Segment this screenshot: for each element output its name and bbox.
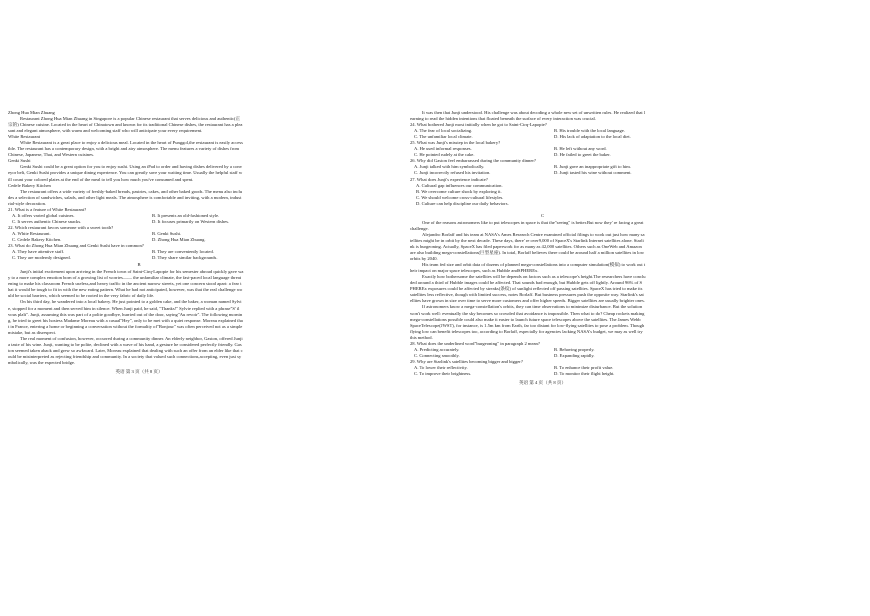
- text-line: Genki Sushi could be a great option for you to enjoy sushi. Using an iPad to order and having dishes delivered by a conv: [20, 164, 242, 170]
- text-line: Zhong Hua Mian Zhuang: [8, 110, 55, 115]
- answer-option[interactable]: A. Cultural gap influences our communication.: [416, 182, 503, 188]
- answer-option[interactable]: B. They are conveniently located.: [152, 249, 214, 255]
- answer-option[interactable]: C. We should welcome cross-cultural lifestyles.: [416, 194, 504, 200]
- option-row: [410, 371, 675, 377]
- text-line: heir impact on major space telescopes, such as Hubble andSPHEREx.: [410, 268, 539, 274]
- answer-option[interactable]: D. To monitor their flight height.: [554, 370, 615, 376]
- questions-24-26: [410, 122, 675, 176]
- text-line: won't work well: eventually the sky becomes so crowded that avoidance is impossible. Then what to do? Cheap rockets making: [410, 310, 645, 316]
- answer-option[interactable]: A. They have attentive staff.: [12, 249, 65, 255]
- text-line: e, stopped for a moment and then served him in silence. When Junji paid, he said, "Thanks!" Sylvie replied with a phrase"S' il: [8, 305, 240, 311]
- text-line: SpaceTelescope(JWST), for instance, is 1.5m km from Earth, far too distant for low-flying satellites to pose a problem. Though: [410, 322, 645, 328]
- answer-option[interactable]: B. It presents an old-fashioned style.: [152, 212, 220, 218]
- text-line: flying low can benefit telescopes too, according to Borlaff, especially for agencies lacking NASA's budget, we may as well try: [410, 328, 643, 334]
- question-stem: 28. What does the underlined word"burgeoning" in paragraph 2 mean?: [410, 340, 540, 346]
- text-line: challenge.: [410, 225, 429, 231]
- question-stem: 21. What is a feature of White Restaurant?: [8, 206, 87, 212]
- text-line: It was then that Junji understood. His challenge was about decoding a whole new set of unwritten rules. He realized that l: [422, 110, 646, 115]
- text-line: Junji's initial excitement upon arriving in the French town of Saint-Cirq-Lapopie for his semester abroad quickly gave wa: [20, 269, 244, 275]
- text-line: a taste of his wine. Junji, wanting to be polite, declined with a wave of his hand, a gesture he considered perfectly friendly. Gas: [8, 341, 242, 347]
- section-c-heading: C: [540, 212, 545, 218]
- answer-option[interactable]: B. Junji gave an inappropriate gift to him.: [554, 164, 631, 170]
- passage-b: [8, 269, 270, 366]
- passage-c: [410, 220, 675, 341]
- section-b-heading: B: [137, 262, 141, 268]
- answer-option[interactable]: D. Culture can help discipline our daily behaviors.: [416, 200, 509, 206]
- text-line: ible. The restaurant has a contemporary design, with a bright and airy atmosphere. The menu features a variety of dishes from: [8, 146, 240, 152]
- text-line: ellites have grown in size over time to serve more customers and offer higher speeds. Bigger satellites are usually brighter ones.: [410, 298, 645, 304]
- answer-option[interactable]: C. The unfamiliar local climate.: [414, 134, 473, 140]
- answer-option[interactable]: A. The fear of local socializing.: [414, 128, 473, 134]
- text-line: PHEREx exposures could be affected by streaks(条纹) of sunlight reflected off passing satellites. SpaceX has tried to make its: [410, 286, 643, 292]
- text-line: Cedele Bakery Kitchen: [8, 182, 51, 188]
- text-line: rial-style decoration.: [8, 200, 47, 206]
- answer-option[interactable]: A. He used informal responses.: [414, 146, 472, 152]
- text-line: this method.: [410, 334, 433, 340]
- answer-option[interactable]: D. His lack of adaptation to the local diet.: [554, 134, 631, 140]
- questions-28-29: [410, 341, 675, 377]
- text-line: ded around a third of Hubble images could be affected. That sounds bad enough, but Hubble gets off lightly. Around 96% of S: [410, 280, 643, 286]
- text-line: 宗的) Chinese cuisine. Located in the heart of Chinatown and known for its traditional Chinese dishes, the restaurant has a plea: [8, 122, 243, 128]
- text-line: Chinese, Japanese, Thai, and Western cuisines.: [8, 152, 95, 158]
- answer-option[interactable]: C. To improve their brightness.: [414, 370, 472, 376]
- text-line: ening to make his classroom French useless,and heavy traffic in the ancient narrow streets, yet one concern stood apart: a fear t: [8, 281, 242, 287]
- text-line: Genki Sushi: [8, 158, 31, 164]
- answer-option[interactable]: C. Cedele Bakery Kitchen.: [12, 236, 62, 242]
- answer-option[interactable]: C. He pointed rudely at the cake.: [414, 152, 475, 158]
- text-line: White Restaurant is a great place to enjoy a delicious meal. Located in the heart of Punggol,the restaurant is easily access: [20, 140, 243, 146]
- answer-option[interactable]: A. Junji talked with him symbolically.: [414, 164, 485, 170]
- text-line: y to a more complex emotion born of a growing list of worries—— the unfamiliar climate, the fast-paced local language threat: [8, 275, 242, 281]
- question-stem: 25. What was Junji's misstep in the local bakery?: [410, 140, 501, 146]
- answer-option[interactable]: B. We overcome culture shock by exploring it.: [416, 188, 502, 194]
- text-line: eyor belt, Genki Sushi provides a unique dining experience. You can greatly save your waiting time. Usually the helpful staff w: [8, 170, 243, 176]
- text-line: On his third day, he wandered into a local bakery. He just pointed to a golden cake, and the baker, a woman named Sylvi: [20, 299, 242, 305]
- text-line: hat it would be tough to fit in with the new eating pattern. What he had not anticipated, however, was that the real challenge wo: [8, 287, 243, 293]
- page-footer-3: 英语 第 3 页（共 8 页）: [115, 368, 163, 374]
- text-line: ill count your colored plates at the end of the meal to tell you how much you've consumed and spent.: [8, 176, 194, 182]
- left-page: [8, 110, 270, 375]
- text-line: sant and elegant atmosphere, with warm and welcoming staff who will anticipate your every requirement.: [8, 128, 203, 134]
- text-line: earning to read the hidden intentions that floated beneath the surface of every interaction was crucial.: [410, 116, 596, 122]
- answer-option[interactable]: B. His trouble with the local language.: [554, 128, 625, 134]
- page-footer-4: 英语 第 4 页（共 8 页）: [518, 380, 567, 386]
- answer-option[interactable]: C. It serves authentic Chinese snacks.: [12, 218, 82, 224]
- text-line: If astronomers know a mega-constellation's orbits, they can time observations to minimize disturbance. But the solution: [422, 304, 643, 310]
- passage-b-continued: [410, 110, 675, 122]
- answer-option[interactable]: C. Connecting smoothly.: [414, 352, 460, 358]
- answer-option[interactable]: A. Predicting accurately.: [414, 346, 460, 352]
- text-line: satellites less reflective, though with limited success, notes Borlaff. But business pressures push the opposite way. Starlink's sat: [410, 292, 644, 298]
- text-line: vous plaît". Junji, assuming this was part of a polite goodbye, hurried out of the door, saying"Au revoir". The following mornin: [8, 311, 243, 317]
- answer-option[interactable]: C. They are modernly designed.: [12, 255, 71, 261]
- answer-option[interactable]: B. Genki Sushi.: [152, 230, 182, 236]
- text-line: nk is burgeoning. Actually, SpaceX has filed paperwork for as many as 42,000 satellites. Others such as OneWeb and Amazon: [410, 243, 642, 249]
- text-line: mistake, but as disrespect.: [8, 329, 57, 335]
- question-stem: 23. What do Zhong Hua Mian Zhuang and Genki Sushi have in common?: [8, 243, 144, 249]
- text-line: One of the reasons astronomers like to put telescopes in space is that the"seeing" is better.But now they' re facing a great: [422, 219, 644, 225]
- text-line: des a selection of sandwiches, salads, and other light meals. The atmosphere is comfortable and inviting, with a modern, indust: [8, 194, 242, 200]
- text-line: are also building mega-constellations(巨型星座). In total, Borlaff believes there could be around half a million satellites in low: [410, 250, 645, 256]
- text-line: White Restaurant: [8, 134, 41, 140]
- answer-option[interactable]: D. Expanding rapidly.: [554, 352, 595, 358]
- text-line: ton seemed taken aback and grew so awkward. Later, Moreau explained that dealing with such an offer from an elder like that c: [8, 347, 243, 353]
- text-line: mbolically, was the expected bridge.: [8, 359, 76, 365]
- right-page: [410, 110, 675, 386]
- passage-a: [8, 110, 270, 207]
- question-stem: 24. What bothered Junji most initially when he got to Saint-Cirq-Lapopie?: [410, 122, 547, 128]
- text-line: g, he tried to greet his hostess Madame Moreau with a casual"Hey", only to be met with a quiet response. Moreau explained tha: [8, 317, 243, 323]
- text-line: uld be social barriers, which seemed to be rooted in the very fabric of daily life.: [8, 293, 155, 299]
- question-stem: 29. Why are Starlink's satellites becoming bigger and bigger?: [410, 358, 523, 364]
- text-line: His team fed size and orbit data of dozens of planned mega-constellations into a computer simulation(模拟) to work out t: [422, 262, 646, 268]
- text-line: t in France, entering a home or beginning a conversation without the formality of"Bonjour" was often perceived not as a simple: [8, 323, 243, 329]
- text-line: Exactly how bothersome the satellites will be depends on factors such as a telescope's height.The researchers have conclu: [422, 274, 646, 280]
- answer-option[interactable]: B. Behaving properly.: [554, 346, 595, 352]
- answer-option[interactable]: D. Junji tasted his wine without comment.: [554, 170, 632, 176]
- answer-option[interactable]: B. He left without any word.: [554, 146, 607, 152]
- answer-option[interactable]: D. They share similar backgrounds.: [152, 255, 218, 261]
- answer-option[interactable]: A. To lower their reflectivity.: [414, 364, 468, 370]
- answer-option[interactable]: D. He failed to greet the baker.: [554, 152, 611, 158]
- text-line: orbits by 2040.: [410, 256, 438, 262]
- text-line: ould be misinterpreted as rejecting friendship and community. In a society that valued such connections,accepting, even just sy: [8, 353, 242, 359]
- answer-option[interactable]: D. Zhong Hua Mian Zhuang.: [152, 236, 206, 242]
- text-line: The restaurant offers a wide variety of freshly-baked breads, pastries, cakes, and other baked goods. The menu also inclu: [20, 188, 243, 194]
- answer-option[interactable]: A. White Restaurant.: [12, 230, 51, 236]
- answer-option[interactable]: C. Junji incorrectly refused his invitation.: [414, 170, 491, 176]
- questions-21-23: [8, 207, 270, 261]
- answer-option[interactable]: D. It focuses primarily on Western dishes.: [152, 218, 230, 224]
- question-27: [410, 177, 675, 207]
- text-line: Alejandro Borlaff and his team at NASA's Ames Research Centre examined official filings to work out just how many sa: [422, 231, 645, 237]
- text-line: Restaurant Zhong Hua Mian Zhuang in Singapore is a popular Chinese restaurant that serves delicious and authentic(正: [20, 116, 241, 122]
- text-line: mega-constellations possible could also make it easier to launch future space telescopes above the satellites. The James Webb: [410, 316, 641, 322]
- question-stem: 27. What does Junji's experience indicate?: [410, 176, 488, 182]
- option-row: [8, 255, 270, 261]
- answer-option[interactable]: B. To enhance their profit value.: [554, 364, 614, 370]
- answer-option[interactable]: A. It offers varied global cuisines.: [12, 212, 75, 218]
- question-stem: 22. Which restaurant favors someone with a sweet tooth?: [8, 224, 114, 230]
- question-stem: 26. Why did Gaston feel embarrassed during the community dinner?: [410, 158, 536, 164]
- text-line: The real moment of confusion, however, occurred during a community dinner. An elderly neighbor, Gaston, offered Junji: [20, 335, 243, 341]
- text-line: tellites might be in orbit by the next decade. These days, there' re over9,000 of SpaceX's Starlink Internet satellites alone. Starli: [410, 237, 644, 243]
